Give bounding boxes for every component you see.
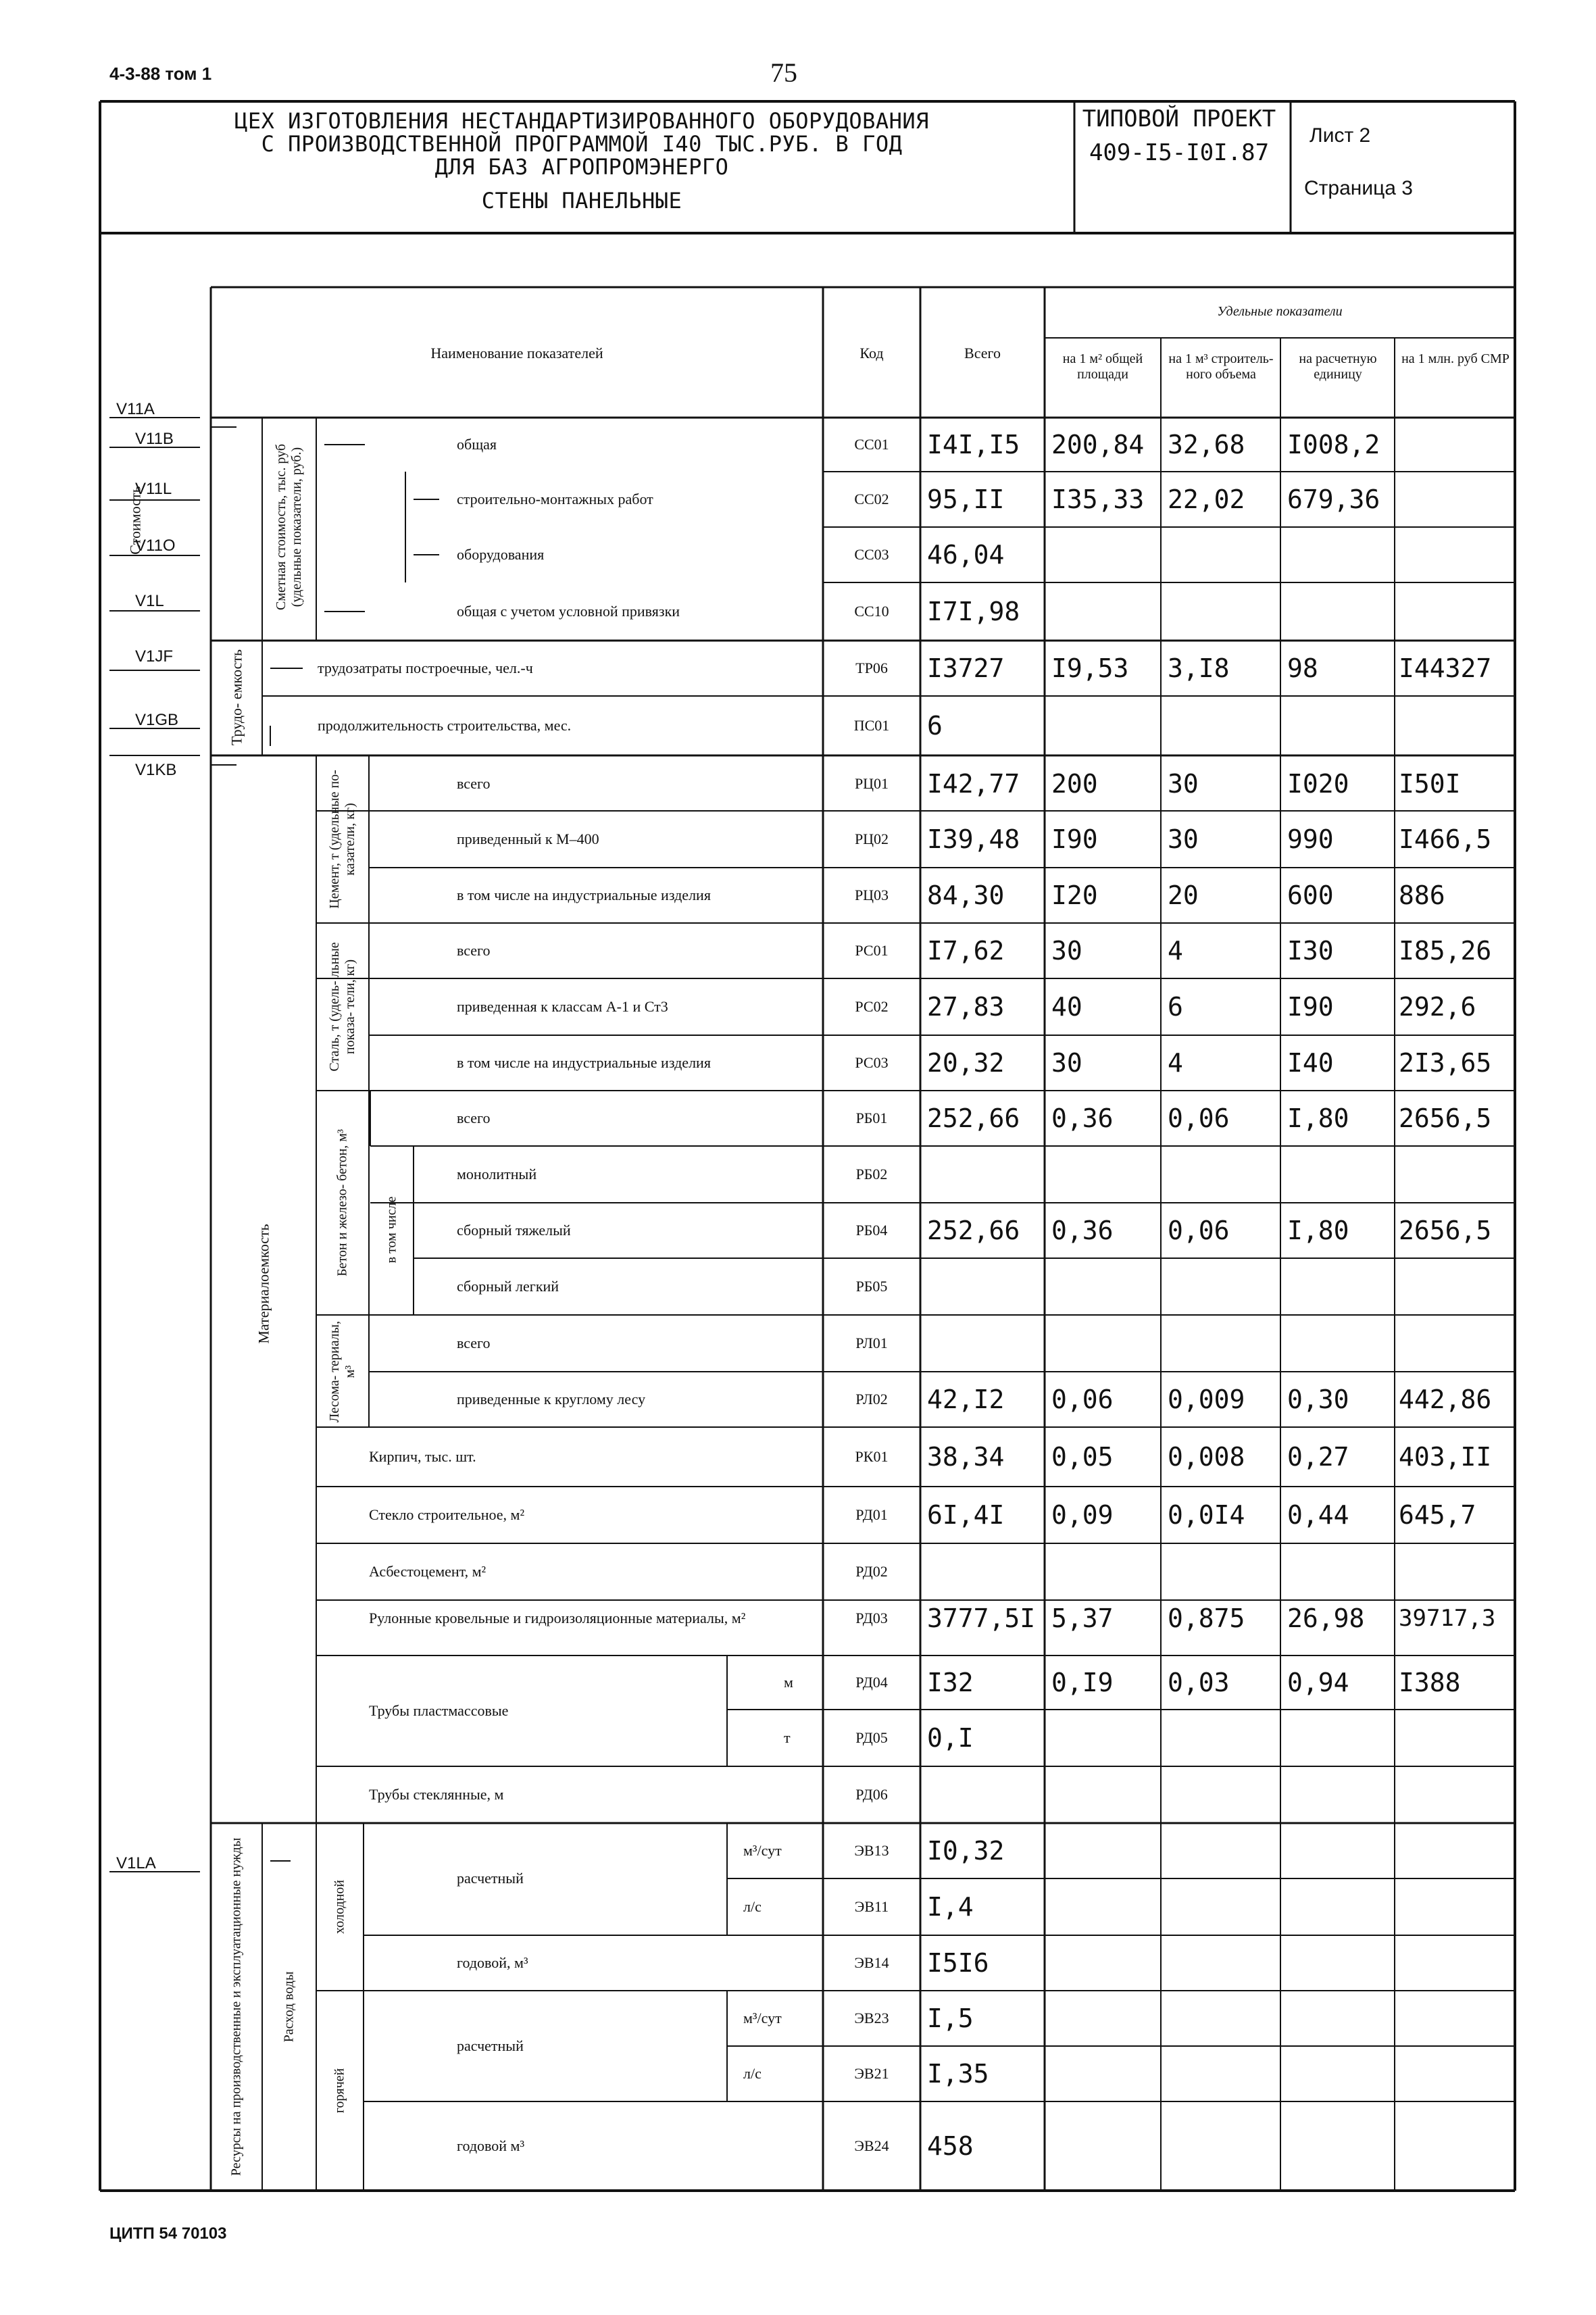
group-timber: Лесома- териалы, м³ <box>327 1320 357 1423</box>
row-total: 3777,5I <box>927 1603 1036 1633</box>
row-total: 46,04 <box>927 540 1005 570</box>
row-per-m3: 20 <box>1168 880 1199 910</box>
row-code: РЦ03 <box>854 887 889 903</box>
row-total: 6I,4I <box>927 1500 1005 1530</box>
row-name: всего <box>457 942 491 959</box>
row-per-mln: I44327 <box>1399 653 1492 683</box>
row-name: л/с <box>743 2065 762 2082</box>
row-total: 252,66 <box>927 1216 1020 1245</box>
row-code: РС03 <box>855 1054 889 1071</box>
row-total: I,35 <box>927 2059 989 2089</box>
row-name: строительно-монтажных работ <box>457 491 653 507</box>
margin-code: V1LA <box>116 1854 156 1872</box>
row-total: 6 <box>927 711 943 741</box>
row-code: РД06 <box>855 1786 888 1803</box>
title-line-1: ЦЕХ ИЗГОТОВЛЕНИЯ НЕСТАНДАРТИЗИРОВАННОГО ОБОРУДОВАНИЯ <box>234 108 929 134</box>
row-per-m2: I20 <box>1051 880 1098 910</box>
row-per-unit: 26,98 <box>1287 1603 1365 1633</box>
row-code: РК01 <box>855 1448 889 1465</box>
row-per-mln: 442,86 <box>1399 1385 1492 1414</box>
group-labor: Трудо- емкость <box>228 649 245 746</box>
row-name: сборный легкий <box>457 1278 559 1295</box>
row-code: ЭВ24 <box>854 2137 889 2154</box>
row-code: ЭВ14 <box>854 1954 889 1971</box>
row-name: годовой, м³ <box>457 1954 528 1971</box>
group-cement: Цемент, т (удельные по- казатели, кг) <box>327 770 357 909</box>
row-per-m3: 30 <box>1168 824 1199 854</box>
row-code: СС10 <box>854 603 889 620</box>
row-per-unit: I008,2 <box>1287 430 1380 459</box>
row-per-unit: I020 <box>1287 769 1349 799</box>
row-total: 42,I2 <box>927 1385 1005 1414</box>
row-total: I42,77 <box>927 769 1020 799</box>
cold-calc-label: расчетный <box>457 1870 524 1887</box>
row-per-mln: 292,6 <box>1399 992 1476 1022</box>
col-head-name: Наименование показателей <box>430 345 603 362</box>
row-name: Трубы стеклянные, м <box>369 1786 504 1803</box>
row-name: приведенные к круглому лесу <box>457 1391 646 1408</box>
row-per-m3: 0,06 <box>1168 1216 1230 1245</box>
row-per-mln: I50I <box>1399 769 1461 799</box>
row-per-m2: 0,36 <box>1051 1216 1114 1245</box>
col-head-per-m3: на 1 м³ строитель- ного объема <box>1168 351 1274 382</box>
row-total: 84,30 <box>927 880 1005 910</box>
row-per-unit: I30 <box>1287 936 1334 966</box>
row-total: I,5 <box>927 2003 974 2033</box>
row-per-m2: 30 <box>1051 936 1082 966</box>
hot-calc-label: расчетный <box>457 2037 524 2054</box>
row-code: РЦ01 <box>854 775 889 792</box>
margin-code: V1L <box>135 592 164 610</box>
pipes-label: Трубы пластмассовые <box>369 1702 509 1719</box>
row-per-mln: I85,26 <box>1399 936 1492 966</box>
row-total: I32 <box>927 1668 974 1697</box>
row-total: I39,48 <box>927 824 1020 854</box>
row-name: общая с учетом условной привязки <box>457 603 680 620</box>
row-code: РБ02 <box>855 1166 888 1183</box>
group-materials: Материалоемкость <box>255 1224 272 1344</box>
row-per-m3: 0,03 <box>1168 1668 1230 1697</box>
row-per-unit: 0,27 <box>1287 1442 1349 1472</box>
row-total: I,4 <box>927 1892 974 1922</box>
col-head-code: Код <box>859 345 884 362</box>
row-name: приведенный к М–400 <box>457 830 599 847</box>
row-name: т <box>784 1729 791 1746</box>
row-code: РЦ02 <box>854 830 889 847</box>
row-per-m3: 32,68 <box>1168 430 1245 459</box>
row-code: СС03 <box>854 546 889 563</box>
row-per-m2: I35,33 <box>1051 484 1145 514</box>
row-per-m2: I9,53 <box>1051 653 1129 683</box>
row-per-m2: 0,I9 <box>1051 1668 1114 1697</box>
row-code: ПС01 <box>853 717 890 734</box>
row-per-m2: 0,09 <box>1051 1500 1114 1530</box>
title-line-4: СТЕНЫ ПАНЕЛЬНЫЕ <box>481 188 682 214</box>
row-name: в том числе на индустриальные изделия <box>457 887 711 903</box>
row-code: РС01 <box>855 942 889 959</box>
row-total: I0,32 <box>927 1836 1005 1866</box>
doc-ref: 4-3-88 том 1 <box>109 64 212 84</box>
row-name: продолжительность строительства, мес. <box>318 717 572 734</box>
row-code: РД03 <box>855 1610 888 1626</box>
row-per-mln: 886 <box>1399 880 1445 910</box>
row-total: 458 <box>927 2131 974 2161</box>
row-name: приведенная к классам А-1 и Ст3 <box>457 998 668 1015</box>
row-per-unit: I,80 <box>1287 1216 1349 1245</box>
row-per-m2: 0,06 <box>1051 1385 1114 1414</box>
row-name: годовой м³ <box>457 2137 525 2154</box>
group-water: Расход воды <box>281 1971 297 2043</box>
row-name: л/с <box>743 1898 762 1915</box>
row-name: трудозатраты построечные, чел.-ч <box>318 659 533 676</box>
row-per-unit: 0,30 <box>1287 1385 1349 1414</box>
row-total: 252,66 <box>927 1103 1020 1133</box>
row-code: РЛ02 <box>855 1391 888 1408</box>
row-per-mln: 39717,3 <box>1399 1605 1496 1632</box>
row-total: 20,32 <box>927 1048 1005 1078</box>
row-per-mln: I388 <box>1399 1668 1461 1697</box>
group-cost-sub: Сметная стоимость, тыс. руб (удельные показатели, руб.) <box>274 443 304 611</box>
row-code: РД02 <box>855 1563 888 1580</box>
row-per-mln: 403,II <box>1399 1442 1492 1472</box>
row-code: РС02 <box>855 998 889 1015</box>
title-line-2: С ПРОИЗВОДСТВЕННОЙ ПРОГРАММОЙ I40 ТЫС.РУБ. В ГОД <box>261 131 903 157</box>
row-total: 0,I <box>927 1723 974 1753</box>
row-per-m2: I90 <box>1051 824 1098 854</box>
row-total: 95,II <box>927 484 1005 514</box>
row-name: в том числе на индустриальные изделия <box>457 1054 711 1071</box>
row-name: общая <box>457 436 497 453</box>
row-code: РБ05 <box>855 1278 888 1295</box>
row-name: Асбестоцемент, м² <box>369 1563 487 1580</box>
row-per-unit: 0,44 <box>1287 1500 1349 1530</box>
group-cold: холодной <box>332 1880 347 1934</box>
row-code: РБ04 <box>855 1222 888 1239</box>
row-per-unit: 0,94 <box>1287 1668 1349 1697</box>
row-per-m3: 0,0I4 <box>1168 1500 1245 1530</box>
row-total: I5I6 <box>927 1948 989 1978</box>
row-name: м³/сут <box>743 1842 782 1859</box>
row-total: I3727 <box>927 653 1005 683</box>
row-per-m3: 0,06 <box>1168 1103 1230 1133</box>
group-resources: Ресурсы на производственные и эксплуатационные нужды <box>228 1837 244 2176</box>
row-per-mln: 2I3,65 <box>1399 1048 1492 1078</box>
title-line-3: ДЛЯ БАЗ АГРОПРОМЭНЕРГО <box>434 154 729 180</box>
row-total: 38,34 <box>927 1442 1005 1472</box>
row-per-m3: 6 <box>1168 992 1183 1022</box>
margin-code: V11L <box>135 480 172 498</box>
sheet-label: Лист 2 <box>1310 124 1371 147</box>
row-per-m3: 22,02 <box>1168 484 1245 514</box>
footer-code: ЦИТП 54 70103 <box>109 2224 227 2243</box>
row-per-m3: 3,I8 <box>1168 653 1230 683</box>
page-label: Страница 3 <box>1304 177 1413 199</box>
row-per-m3: 0,008 <box>1168 1442 1245 1472</box>
row-per-mln: 645,7 <box>1399 1500 1476 1530</box>
row-per-unit: I40 <box>1287 1048 1334 1078</box>
row-per-m3: 0,009 <box>1168 1385 1245 1414</box>
margin-code: V1JF <box>135 647 174 666</box>
row-total: I4I,I5 <box>927 430 1020 459</box>
row-name: м <box>784 1674 793 1691</box>
row-per-mln: I466,5 <box>1399 824 1492 854</box>
col-head-per-m2: на 1 м² общей площади <box>1062 351 1143 382</box>
row-per-unit: 679,36 <box>1287 484 1380 514</box>
row-total: I7I,98 <box>927 597 1020 626</box>
row-per-m2: 200 <box>1051 769 1098 799</box>
row-per-m3: 30 <box>1168 769 1199 799</box>
row-per-m3: 4 <box>1168 936 1183 966</box>
page-number: 75 <box>770 57 797 88</box>
row-name: всего <box>457 1335 491 1351</box>
row-code: РД05 <box>855 1729 888 1746</box>
row-name: м³/сут <box>743 2010 782 2026</box>
row-total: I7,62 <box>927 936 1005 966</box>
col-head-per-unit: на расчетную единицу <box>1299 351 1377 382</box>
row-name: всего <box>457 1110 491 1126</box>
row-code: ТР06 <box>855 659 888 676</box>
margin-code: V11O <box>135 537 176 555</box>
row-name: сборный тяжелый <box>457 1222 571 1239</box>
row-code: ЭВ11 <box>854 1898 889 1915</box>
margin-code: V1GB <box>135 711 179 729</box>
row-per-unit: I90 <box>1287 992 1334 1022</box>
row-per-m2: 200,84 <box>1051 430 1145 459</box>
row-name: оборудования <box>457 546 545 563</box>
row-code: РБ01 <box>855 1110 888 1126</box>
row-code: ЭВ13 <box>854 1842 889 1859</box>
row-name: монолитный <box>457 1166 537 1183</box>
group-cost: Стоимость <box>126 486 144 555</box>
row-code: СС02 <box>854 491 889 507</box>
row-per-mln: 2656,5 <box>1399 1103 1492 1133</box>
row-per-unit: 600 <box>1287 880 1334 910</box>
row-per-m3: 4 <box>1168 1048 1183 1078</box>
margin-code: V11B <box>135 430 174 448</box>
group-concrete: Бетон и железо- бетон, м³ <box>334 1129 350 1276</box>
row-code: РЛ01 <box>855 1335 888 1351</box>
row-per-unit: 990 <box>1287 824 1334 854</box>
row-per-m2: 30 <box>1051 1048 1082 1078</box>
row-name: Кирпич, тыс. шт. <box>369 1448 476 1465</box>
margin-code: V11A <box>116 400 155 418</box>
col-head-per-mln: на 1 млн. руб СМР <box>1401 351 1510 366</box>
row-code: РД01 <box>855 1506 888 1523</box>
project-label: ТИПОВОЙ ПРОЕКТ <box>1082 105 1276 132</box>
row-per-unit: 98 <box>1287 653 1318 683</box>
row-per-m3: 0,875 <box>1168 1603 1245 1633</box>
margin-code: V1KB <box>135 761 177 779</box>
row-per-m2: 5,37 <box>1051 1603 1114 1633</box>
row-name: Рулонные кровельные и гидроизоляционные материалы, м² <box>369 1609 746 1626</box>
col-head-total: Всего <box>964 345 1001 362</box>
row-per-m2: 0,36 <box>1051 1103 1114 1133</box>
row-name: Стекло строительное, м² <box>369 1506 525 1523</box>
row-code: ЭВ23 <box>854 2010 889 2026</box>
group-concrete-sub: в том числе <box>384 1196 399 1264</box>
row-per-mln: 2656,5 <box>1399 1216 1492 1245</box>
row-code: ЭВ21 <box>854 2065 889 2082</box>
project-number: 409-I5-I0I.87 <box>1089 139 1270 166</box>
row-per-m2: 0,05 <box>1051 1442 1114 1472</box>
group-steel: Сталь, т (удель- льные показа- тели, кг) <box>327 942 357 1072</box>
row-code: РД04 <box>855 1674 888 1691</box>
row-per-m2: 40 <box>1051 992 1082 1022</box>
col-head-specific: Удельные показатели <box>1217 304 1343 319</box>
group-hot: горячей <box>332 2068 347 2114</box>
row-total: 27,83 <box>927 992 1005 1022</box>
row-name: всего <box>457 775 491 792</box>
row-code: СС01 <box>854 436 889 453</box>
row-per-unit: I,80 <box>1287 1103 1349 1133</box>
